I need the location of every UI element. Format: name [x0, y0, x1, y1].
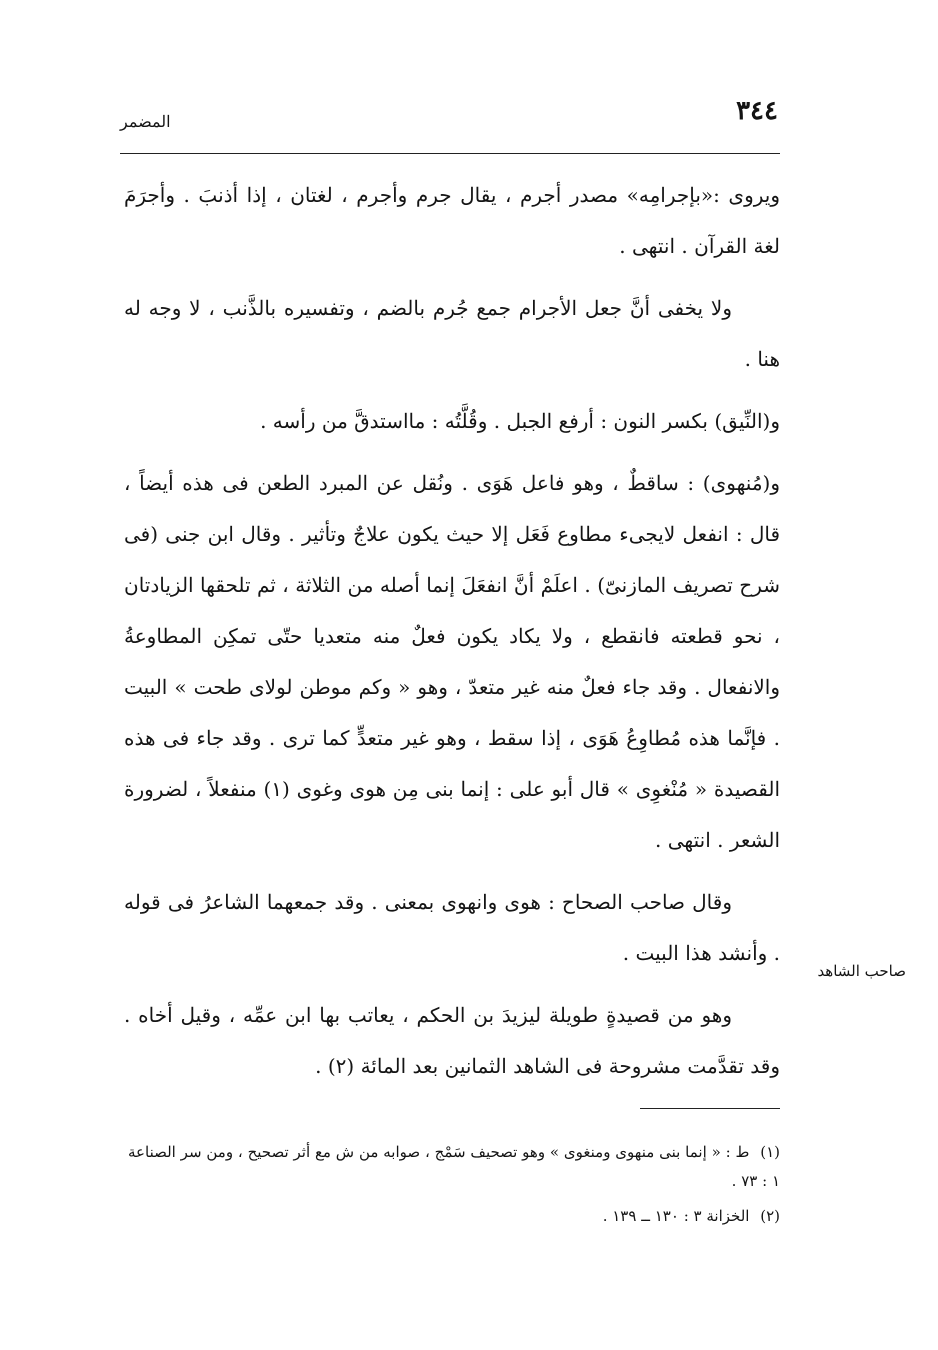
paragraph: وقال صاحب الصحاح : هوى وانهوى بمعنى . وقد جمعهما الشاعرُ فى قوله . وأنشد هذا البيت .: [124, 890, 780, 965]
paragraph: و(النِّيق) بكسر النون : أرفع الجبل . وقُلَّتُه : مااستدقَّ من رأسه .: [260, 409, 780, 433]
footnote-number: (٢): [760, 1207, 780, 1225]
footnote: [128, 1138, 780, 1196]
running-title: المضمر: [120, 112, 171, 131]
footnote-number: (١): [760, 1143, 780, 1161]
footnote: [128, 1202, 780, 1231]
footnotes: [128, 1138, 780, 1237]
main-text: [124, 170, 780, 1103]
footnote-rule: [640, 1108, 780, 1109]
page-header: [120, 96, 778, 136]
page-number: ٣٤٤: [736, 96, 778, 126]
paragraph: ولا يخفى أنَّ جعل الأجرام جمع جُرم بالضم ، وتفسيره بالذَّنب ، لا وجه له هنا .: [124, 296, 780, 371]
footnote-text: الخزانة ٣ : ١٣٠ ــ ١٣٩ .: [602, 1207, 750, 1225]
paragraph: وهو من قصيدةٍ طويلة ليزيدَ بن الحكم ، يعاتب بها ابن عمِّه ، وقيل أخاه . وقد تقدَّمت مشروحة فى الشاهد الثمانين بعد المائة (٢) .: [124, 1003, 780, 1078]
paragraph: و(مُنهوى) : ساقطٌ ، وهو فاعل هَوَى . ونُقل عن المبرد الطعن فى هذه أيضاً ، قال : انفعل لايجىء مطاوع فَعَل إلا حيث يكون علاجٌ وتأثير . وقال ابن جنى (فى شرح تصريف المازنىّ) . اعلَمْ أنَّ انفعَلَ إنما أصله من الثلاثة ، ثم تلحقها الزيادتان ، نحو قطعته فانقطع ، ولا يكاد يكون فعلٌ منه متعديا حتّى تمكِن المطاوعةُ والانفعال . وقد جاء فعلٌ منه غير متعدّ ، وهو « وكم موطن لولاى طحت » البيت . فإنَّما هذه مُطاوِعُ هَوَى ، إذا سقط ، وهو غير متعدٍّ كما ترى . وقد جاء فى هذه القصيدة « مُنْغوِى » قال أبو على : إنما بنى مِن هوى وغوى (١) منفعلاً ، لضرورة الشعر . انتهى .: [124, 471, 781, 852]
paragraph: ويروى :«بإجرامِه» مصدر أجرم ، يقال جرم وأجرم ، لغتان ، إذا أذنبَ . وأجرَمَ لغة القرآن . انتهى .: [124, 183, 780, 258]
footnote-text: ط : « إنما بنى منهوى ومنغوى » وهو تصحيف سَمْج ، صوابه من ش مع أثر تصحيح ، ومن سر الصناعة ١ : ٧٣ .: [128, 1143, 780, 1190]
margin-note: صاحب الشاهد: [817, 962, 906, 980]
header-rule: [120, 153, 780, 154]
